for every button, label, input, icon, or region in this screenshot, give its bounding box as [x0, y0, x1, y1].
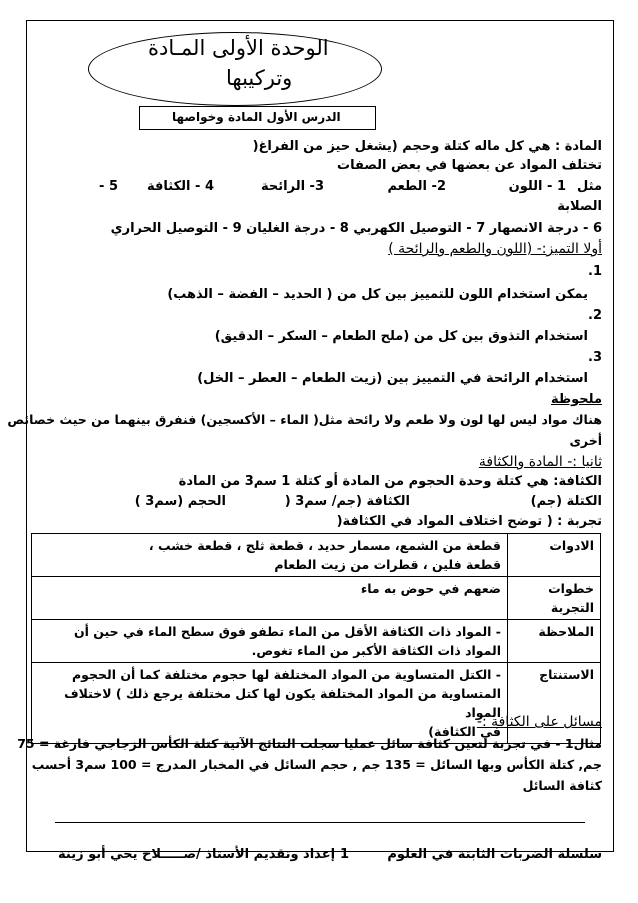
table-row-head: الملاحظة: [508, 620, 601, 663]
item-1-text: يمكن استخدام اللون للتمييز بين كل من ( الحديد – الفضة – الذهب): [167, 287, 588, 302]
footer-series: سلسلة الضربات الثابتة في العلوم: [387, 847, 602, 862]
density-definition: الكثافة: هي كتلة وحدة الحجوم من المادة أو كتلة 1 سم3 من المادة: [178, 474, 602, 489]
note-heading: ملحوظة: [550, 392, 602, 407]
prop-density: 4 - الكثافة: [147, 179, 214, 194]
table-cell-line: قطعة من الشمع، مسمار حديد ، قطعة ثلج ، قطعة خشب ،: [148, 538, 501, 553]
item-1-number: 1.: [588, 264, 602, 279]
prop-hardness: الصلابة: [557, 199, 602, 214]
table-row: [32, 620, 601, 663]
table-row: [32, 577, 601, 620]
experiment-title: تجربة : ( توضح اختلاف المواد في الكثافة(: [336, 514, 602, 529]
note-line2: أخرى: [569, 433, 602, 448]
table-row: [32, 534, 601, 577]
differ-text: تختلف المواد عن بعضها في بعض الصفات: [337, 158, 602, 173]
table-row: [32, 663, 601, 744]
prop-color: 1 - اللون: [508, 179, 566, 194]
item-2-number: 2.: [588, 308, 602, 323]
footer-rule: [55, 822, 585, 823]
table-row-head: الاستنتاج: [508, 663, 601, 744]
table-cell-line: في الكثافة): [428, 724, 501, 739]
problem-line3: كثافة السائل: [522, 778, 602, 793]
experiment-table: [31, 533, 601, 744]
table-cell-line: المتساوية من المواد المختلفة يكون لها كتل مختلفة يرجع ذلك ) لاختلاف المواد: [64, 686, 501, 720]
problem-line2: جم, كتلة الكأس وبها السائل = 135 جم , حجم السائل في المخبار المدرج = 100 سم3 أحسب: [31, 757, 602, 772]
props-line2: 6 - درجة الانصهار 7 - التوصيل الكهربي 8 - درجة الغليان 9 - التوصيل الحراري: [110, 221, 602, 236]
prop-5: 5 -: [99, 179, 118, 194]
prop-taste: 2- الطعم: [387, 179, 446, 194]
problem-line1: مثال1 - في تجربة لتعين كثافة سائل عمليا سجلت النتائج الآتية كتلة الكأس الزجاجي فارغة = 75: [17, 736, 602, 751]
table-cell-line: - المواد ذات الكثافة الأقل من الماء تطفو فوق سطح الماء في حين أن: [73, 624, 501, 639]
mass-unit: الكتلة (جم): [530, 494, 602, 509]
item-2-text: استخدام التذوق بين كل من (ملح الطعام – السكر – الدقيق): [214, 329, 588, 344]
item-3-text: استخدام الرائحة في التمييز بين (زيت الطعام – العطر – الخل): [197, 371, 588, 386]
table-cell-line: المواد ذات الكثافة الأكبر من الماء تغوص.: [251, 643, 501, 658]
lesson-title: الدرس الأول المادة وخواصها: [172, 110, 341, 124]
first-heading: أولا التميز:- (اللون والطعم والرائحة ): [388, 241, 602, 257]
prop-smell: 3- الرائحة: [261, 179, 324, 194]
problems-heading: مسائل على الكثافة :-: [476, 714, 602, 730]
unit-title-line1: الوحدة الأولى المـادة: [148, 36, 329, 60]
table-row-body: [32, 663, 508, 744]
table-row-body: [32, 620, 508, 663]
footer-page-number: 1: [340, 847, 350, 862]
item-3-number: 3.: [588, 350, 602, 365]
note-line1: هناك مواد ليس لها لون ولا طعم ولا رائحة مثل( الماء – الأكسجين) فنفرق بينهما من حيث خصائص: [7, 412, 602, 427]
table-cell-line: قطعة فلين ، قطرات من زيت الطعام: [274, 557, 501, 572]
matter-definition: المادة : هي كل ماله كتلة وحجم (يشغل حيز من الفراغ(: [252, 139, 602, 154]
props-prefix: مثل: [577, 179, 602, 194]
table-cell-line: - الكتل المتساوية من المواد المختلفة لها حجوم مختلفة كما أن الحجوم: [72, 667, 501, 682]
table-row-body: [32, 577, 508, 620]
second-heading: ثانيا :- المادة والكثافة: [478, 454, 602, 470]
density-unit: الكثافة (جم/ سم3 (: [284, 494, 410, 509]
table-row-head: خطوات التجربة: [508, 577, 601, 620]
volume-unit: الحجم (سم3 ): [134, 494, 226, 509]
footer-author: إعداد وتقديم الأستاذ /صـــــلاح يحي أبو زينة: [58, 847, 336, 862]
table-row-head: الادوات: [508, 534, 601, 577]
table-cell-line: ضعهم في حوض به ماء: [360, 581, 501, 596]
table-row-body: [32, 534, 508, 577]
unit-title-line2: وتركيبها: [226, 66, 293, 90]
